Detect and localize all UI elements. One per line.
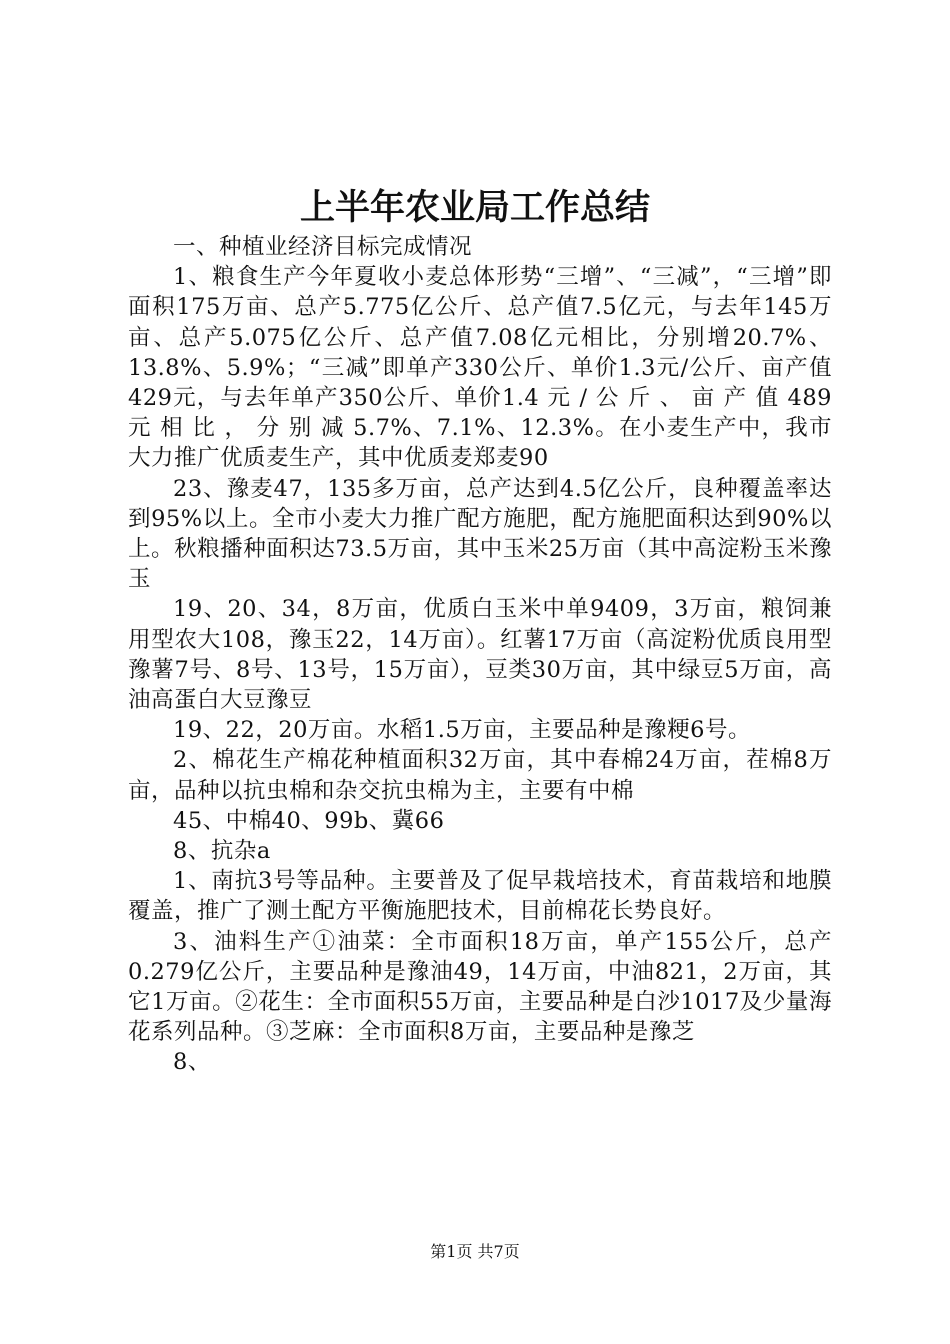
paragraph: 8、抗杂a [173, 838, 271, 865]
section-heading: 一、种植业经济目标完成情况 [173, 234, 473, 260]
document-body [128, 232, 832, 1078]
page-number-footer: 第1页 共7页 [430, 1242, 520, 1261]
paragraph: 8、 [173, 1049, 211, 1076]
paragraph: 1、粮食生产今年夏收小麦总体形势“三增”、“三减”，“三增”即面积175万亩、总产5.775亿公斤、总产值7.5亿元，与去年145万亩、总产5.075亿公斤、总产值7.08亿元相比，分别增20.7%、13.8%、5.9%；“三减”即单产330公斤、单价1.3元/公斤、亩产值429元，与去年单产350公斤、单价1.4 元 / 公 斤 、 亩 产 值 489 元 相 比 ， 分 别 减 5.7%、7.1%、12.3%。在小麦生产中，我市大力推广优质麦生产，其中优质麦郑麦90 [128, 264, 832, 472]
paragraph: 23、豫麦47，135多万亩，总产达到4.5亿公斤，良种覆盖率达到95%以上。全市小麦大力推广配方施肥，配方施肥面积达到90%以上。秋粮播种面积达73.5万亩，其中玉米25万亩（其中高淀粉玉米豫玉 [128, 475, 832, 593]
paragraph: 19、20、34，8万亩，优质白玉米中单9409，3万亩，粮饲兼用型农大108，豫玉22，14万亩）。红薯17万亩（高淀粉优质良用型豫薯7号、8号、13号，15万亩），豆类30万亩，其中绿豆5万亩，高油高蛋白大豆豫豆 [128, 596, 832, 714]
paragraph: 19、22，20万亩。水稻1.5万亩，主要品种是豫粳6号。 [173, 717, 751, 744]
paragraph: 1、南抗3号等品种。主要普及了促早栽培技术，育苗栽培和地膜覆盖，推广了测土配方平衡施肥技术，目前棉花长势良好。 [128, 868, 832, 925]
document-title: 上半年农业局工作总结 [299, 187, 650, 228]
paragraph: 2、棉花生产棉花种植面积32万亩，其中春棉24万亩，茬棉8万亩，品种以抗虫棉和杂交抗虫棉为主，主要有中棉 [128, 747, 832, 804]
paragraph: 3、油料生产①油菜：全市面积18万亩，单产155公斤，总产0.279亿公斤，主要品种是豫油49，14万亩，中油821，2万亩，其它1万亩。②花生：全市面积55万亩，主要品种是白沙1017及少量海花系列品种。③芝麻：全市面积8万亩，主要品种是豫芝 [128, 928, 832, 1046]
paragraph: 45、中棉40、99b、冀66 [173, 807, 445, 834]
